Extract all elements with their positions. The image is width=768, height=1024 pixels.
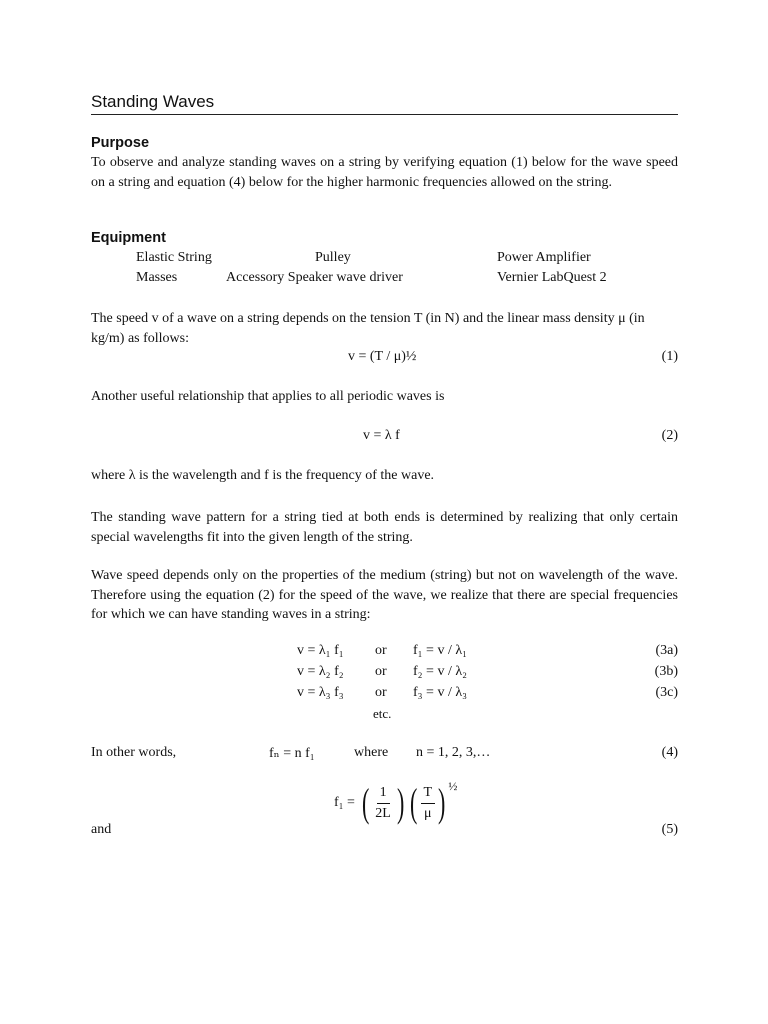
equation-1-number: (1)	[661, 349, 678, 364]
purpose-text: To observe and analyze standing waves on a string by verifying equation (1) below for the wave speed on a string and equation (4) below for the higher harmonic frequencies allowed on the string.	[91, 155, 678, 190]
fraction-T-over-mu	[421, 785, 436, 822]
equation-2: v = λ f	[363, 428, 400, 443]
relation-text: Another useful relationship that applies to all periodic waves is	[91, 389, 445, 404]
right-paren: )	[396, 780, 405, 825]
equation-3a-number: (3a)	[655, 643, 678, 658]
page-title: Standing Waves	[91, 92, 215, 111]
equipment-item: Accessory Speaker wave driver	[226, 270, 403, 285]
equation-3a-left: v = λ₁ f₁	[297, 643, 344, 658]
fraction-numerator: 1	[377, 785, 390, 804]
fraction-one-over-2L	[372, 785, 394, 822]
right-paren: )	[438, 780, 446, 825]
equation-3b-number: (3b)	[654, 664, 678, 679]
fraction-denominator: 2L	[375, 805, 391, 821]
left-paren: (	[410, 780, 418, 825]
title-rule	[91, 114, 678, 115]
equation-4-where: where	[354, 745, 389, 760]
where-text: where λ is the wavelength and f is the frequency of the wave.	[91, 468, 435, 483]
purpose-heading: Purpose	[91, 135, 150, 151]
equation-4-condition: n = 1, 2, 3,…	[416, 745, 491, 760]
equation-1: v = (T / μ)½	[348, 349, 417, 364]
equation-3c-number: (3c)	[655, 685, 678, 700]
equation-5-exponent: ½	[448, 779, 458, 793]
equation-3b-left: v = λ₂ f₂	[297, 664, 344, 679]
intro-text: The speed v of a wave on a string depends on the tension T (in N) and the linear mass density μ (in kg/m) as follows:	[91, 311, 645, 346]
left-paren: (	[361, 780, 370, 825]
equipment-item: Masses	[136, 270, 178, 285]
equation-2-number: (2)	[661, 428, 678, 443]
equipment-item: Vernier LabQuest 2	[497, 270, 607, 285]
equation-3a-or: or	[375, 643, 387, 658]
equation-3b-or: or	[375, 664, 387, 679]
fraction-numerator: T	[421, 785, 436, 804]
equation-4: fₙ = n f₁	[269, 746, 315, 761]
equipment-heading: Equipment	[91, 230, 166, 246]
equation-5-lhs: f₁ =	[334, 795, 355, 810]
equation-5-number: (5)	[661, 822, 678, 837]
equation-5-lead: and	[91, 822, 112, 837]
equation-3a-right: f₁ = v / λ₁	[413, 643, 467, 658]
equation-3c-left: v = λ₃ f₃	[297, 685, 344, 700]
equipment-item: Power Amplifier	[497, 250, 591, 265]
equation-3b-right: f₂ = v / λ₂	[413, 664, 467, 679]
equation-5	[334, 779, 458, 839]
fraction-denominator: μ	[424, 805, 432, 821]
equation-4-lead: In other words,	[91, 745, 177, 760]
equipment-item: Pulley	[315, 250, 351, 265]
equipment-item: Elastic String	[136, 250, 212, 265]
equation-3c-right: f₃ = v / λ₃	[413, 685, 467, 700]
standing-wave-text: The standing wave pattern for a string tied at both ends is determined by realizing that only certain special wavelengths fit into the given length of the string.	[91, 510, 678, 545]
document-page	[91, 0, 678, 1024]
etc-label: etc.	[373, 706, 392, 721]
equation-3c-or: or	[375, 685, 387, 700]
equation-4-number: (4)	[661, 745, 678, 760]
wave-speed-text: Wave speed depends only on the properties of the medium (string) but not on wavelength of the wave. Therefore using the equation (2) for the speed of the wave, we realize that there are special frequencies for which we can have standing waves in a string:	[91, 568, 678, 622]
